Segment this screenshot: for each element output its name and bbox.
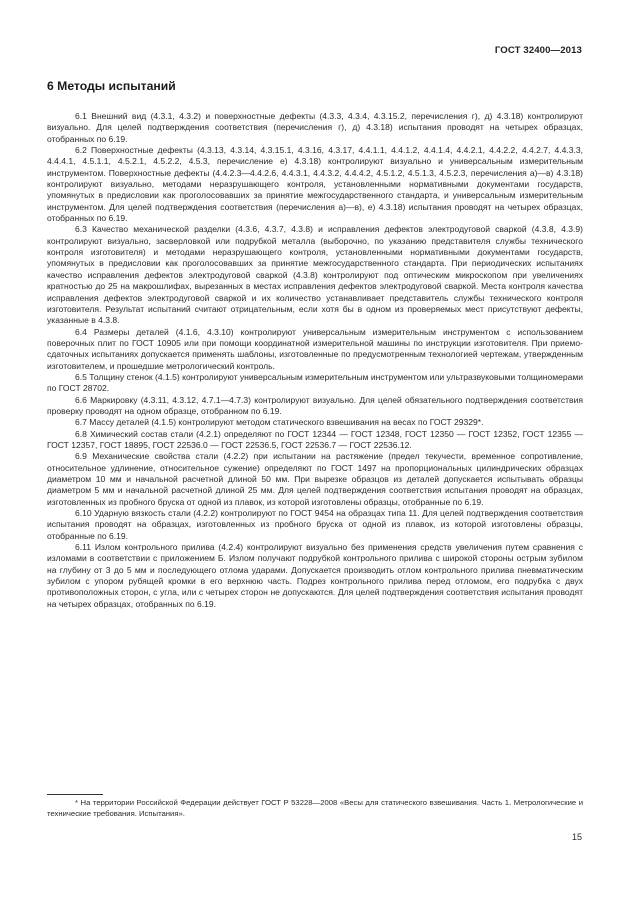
paragraph-6-10: 6.10 Ударную вязкость стали (4.2.2) контролируют по ГОСТ 9454 на образцах типа 11. Для целей подтверждения соответствия испытания проводят на образцах, изготовленных из пробного бруска от одной из плавок, из которой изготовлены образцы, отобранные по 6.19.	[47, 508, 583, 541]
paragraph-6-1: 6.1 Внешний вид (4.3.1, 4.3.2) и поверхностные дефекты (4.3.3, 4.3.4, 4.3.15.2, перечисления г), д) 4.3.18) контролируют визуально. Для целей подтверждения соответствия (перечисления г), д) 4.3.18) испытания проводят на четырех образцах, отобранных по 6.19.	[47, 111, 583, 144]
paragraph-6-2: 6.2 Поверхностные дефекты (4.3.13, 4.3.14, 4.3.15.1, 4.3.16, 4.3.17, 4.4.1.1, 4.4.1.2, 4.4.1.4, 4.4.2.1, 4.4.2.2, 4.4.2.7, 4.4.3.3, 4.4.4.1, 4.5.1.1, 4.5.2.1, 4.5.2.2, 4.5.3, перечисление е) 4.3.18) контролируют визуально и универсальным измерительным инструментом. Поверхностные дефекты (4.4.2.3—4.4.2.6, 4.4.3.1, 4.4.3.2, 4.4.4.2, 4.5.1.2, 4.5.1.3, 4.5.2.3, перечисления а)—в) 4.3.18) контролируют визуально, методами неразрушающего контроля, установленными нормативными документами государств, упомянутых в предисловии как проголосовавших за принятие межгосударственного стандарта, и универсальным измерительным инструментом. Для целей подтверждения соответствия (перечисления а)—в), е) 4.3.18) испытания проводят на четырех образцах, отобранных по 6.19.	[47, 145, 583, 224]
paragraph-6-6: 6.6 Маркировку (4.3.11, 4.3.12, 4.7.1—4.7.3) контролируют визуально. Для целей обязательного подтверждения соответствия проверку проводят на одном образце, отобранном по 6.19.	[47, 394, 583, 416]
paragraph-6-7: 6.7 Массу деталей (4.1.5) контролируют методом статического взвешивания на весах по ГОСТ 29329*.	[75, 417, 484, 428]
paragraph-6-8: 6.8 Химический состав стали (4.2.1) определяют по ГОСТ 12344 — ГОСТ 12348, ГОСТ 12350 — ГОСТ 12352, ГОСТ 12355 — ГОСТ 12357, ГОСТ 18895, ГОСТ 22536.0 — ГОСТ 22536.5, ГОСТ 22536.7 — ГОСТ 22536.12.	[47, 428, 583, 450]
footnote-divider	[47, 794, 103, 795]
page-number: 15	[571, 832, 582, 842]
document-code: ГОСТ 32400—2013	[494, 45, 582, 56]
section-body	[47, 111, 583, 610]
paragraph-6-9: 6.9 Механические свойства стали (4.2.2) при испытании на растяжение (предел текучести, временное сопротивление, относительное удлинение, относительное сужение) определяют по ГОСТ 1497 на пропорциональных цилиндрических образцах диаметром 10 мм и начальной расчетной длиной 50 мм. При вырезке образцов из деталей допускается испытывать образцы диаметром 5 мм и начальной расчетной длиной 25 мм. Для целей подтверждения соответствия испытания проводят на образцах, изготовленных из пробного бруска от одной из плавок, из которой изготовлены образцы, отобранные по 6.19.	[47, 451, 583, 507]
footnote: * На территории Российской Федерации действует ГОСТ Р 53228—2008 «Весы для статического взвешивания. Часть 1. Метрологические и технические требования. Испытания».	[47, 798, 583, 818]
section-title: 6 Методы испытаний	[47, 79, 176, 93]
paragraph-6-3: 6.3 Качество механической разделки (4.3.6, 4.3.7, 4.3.8) и исправления дефектов электродуговой сваркой (4.3.8, 4.3.9) контролируют визуально, засверловкой или подрубкой металла (выборочно, по указанию представителя службы технического контроля изготовителя) и методами неразрушающего контроля, установленными нормативными документами государств, упомянутых в предисловии как проголосовавших за принятие межгосударственного стандарта. При периодических испытаниях качество исправления дефектов электродуговой сваркой (4.3.8) контролируют под оптическим микроскопом при увеличениях кратностью до 25 на макрошлифах, вырезанных в местах исправления дефектов электродуговой сваркой. Места контроля качества исправления дефектов электродуговой сваркой и их количество устанавливает представитель службы технического контроля изготовителя. Результат испытаний считают отрицательным, если хотя бы в одном из проверяемых мест присутствуют дефекты, указанные в 4.3.8.	[47, 224, 583, 326]
paragraph-6-4: 6.4 Размеры деталей (4.1.6, 4.3.10) контролируют универсальным измерительным инструментом с использованием поверочных плит по ГОСТ 10905 или при помощи координатной измерительной машины по инструкции изготовителя. При приемо-сдаточных испытаниях допускается применять шаблоны, изготовленные по предусмотренным технологией чертежам, утвержденным изготовителем, и прошедшие метрологический контроль.	[47, 326, 583, 371]
paragraph-6-11: 6.11 Излом контрольного прилива (4.2.4) контролируют визуально без применения средств увеличения путем сравнения с изломами в соответствии с приложением Б. Излом получают подрубкой контрольного прилива с широкой стороны острым зубилом на глубину от 3 до 5 мм и последующего отлома ударами. Допускается производить отлом контрольного прилива пневматическим зубилом с упором рубящей кромки в его верхнюю часть. Подрез контрольного прилива перед отломом, его подрубка с двух противоположных сторон, с угла, или с четырех сторон не допускаются. Для целей подтверждения соответствия испытания проводят на четырех образцах, отобранных по 6.19.	[47, 542, 583, 609]
paragraph-6-5: 6.5 Толщину стенок (4.1.5) контролируют универсальным измерительным инструментом или ультразвуковыми толщиномерами по ГОСТ 28702.	[47, 371, 583, 394]
